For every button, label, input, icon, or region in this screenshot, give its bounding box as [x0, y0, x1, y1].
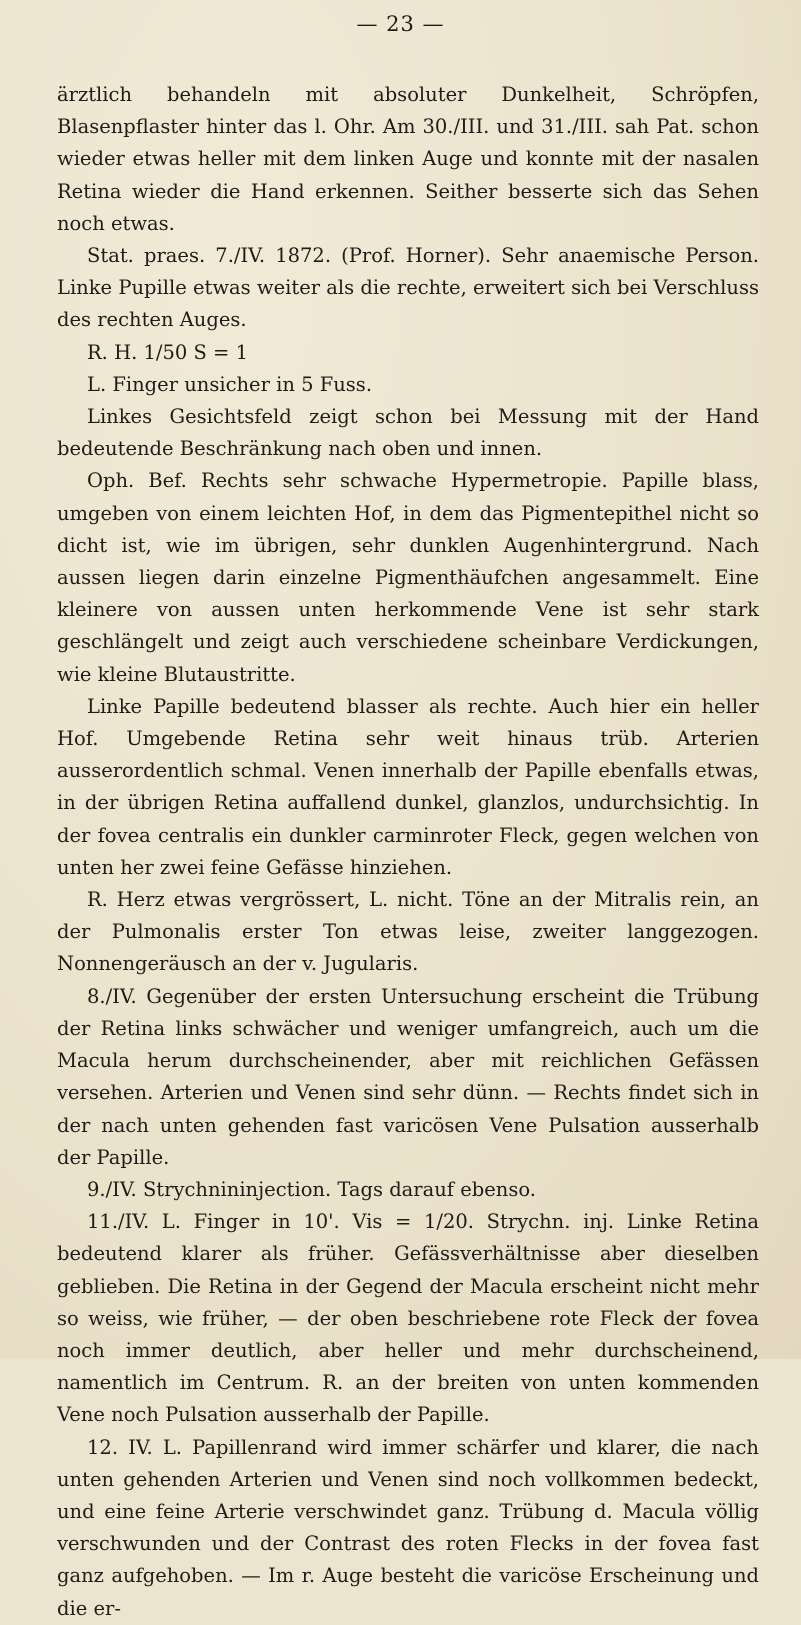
paragraph-left-papilla: Linke Papille bedeutend blasser als rechte. Auch hier ein heller Hof. Umgebende Retina sehr weit hinaus trüb. Arterien ausserordentlich schmal. Venen innerhalb der Papille ebenfalls etwas, in der übrigen Retina auffallend dunkel, glanzlos, undurchsichtig. In der fovea centralis ein dunkler carminroter Fleck, gegen welchen von unten her zwei feine Gefässe hinziehen.: [57, 694, 759, 879]
paragraph-8-iv: 8./IV. Gegenüber der ersten Untersuchung erscheint die Trübung der Retina links schwächer und weniger umfangreich, auch um die Macula herum durchscheinender, aber mit reichlichen Gefässen versehen. Arterien und Venen sind sehr dünn. — Rechts findet sich in der nach unten gehenden fast varicösen Vene Pulsation ausserhalb der Papille.: [57, 984, 759, 1169]
paragraph-11-iv: 11./IV. L. Finger in 10'. Vis = 1/20. Strychn. inj. Linke Retina bedeutend klarer als früher. Gefässverhältnisse aber dieselben geblieben. Die Retina in der Gegend der Macula erscheint nicht mehr so weiss, wie früher, — der oben beschriebene rote Fleck der fovea noch immer deutlich, aber heller und mehr durchscheinend, namentlich im Centrum. R. an der breiten von unten kommenden Vene noch Pulsation ausserhalb der Papille.: [57, 1210, 759, 1427]
paragraph-heart: R. Herz etwas vergrössert, L. nicht. Töne an der Mitralis rein, an der Pulmonalis erster Ton etwas leise, zweiter langgezogen. Nonnengeräusch an der v. Jugularis.: [57, 888, 759, 976]
paragraph-12-iv: 12. IV. L. Papillenrand wird immer schärfer und klarer, die nach unten gehenden Arterien und Venen sind noch vollkommen bedeckt, und eine feine Arterie verschwindet ganz. Trübung d. Macula völlig verschwunden und der Contrast des roten Flecks in der fovea fast ganz aufgehoben. — Im r. Auge besteht die varicöse Erscheinung und die er-: [57, 1435, 759, 1620]
body-text: [57, 79, 759, 1625]
paragraph-left-eye-acuity: L. Finger unsicher in 5 Fuss.: [87, 372, 373, 396]
paragraph-1: ärztlich behandeln mit absoluter Dunkelheit, Schröpfen, Blasenpflaster hinter das l. Ohr. Am 30./III. und 31./III. sah Pat. schon wieder etwas heller mit dem linken Auge und konnte mit der nasalen Retina wieder die Hand erkennen. Seither besserte sich das Sehen noch etwas.: [57, 83, 759, 235]
paragraph-ophthalmoscopic-findings: Oph. Bef. Rechts sehr schwache Hypermetropie. Papille blass, umgeben von einem leichten Hof, in dem das Pigmentepithel nicht so dicht ist, wie im übrigen, sehr dunklen Augenhintergrund. Nach aussen liegen darin einzelne Pigmenthäufchen angesammelt. Eine kleinere von aussen unten herkommende Vene ist sehr stark geschlängelt und zeigt auch verschiedene scheinbare Verdickungen, wie kleine Blutaustritte.: [57, 469, 759, 686]
paragraph-right-eye-acuity: R. H. 1/50 S = 1: [87, 340, 248, 364]
paragraph-status: Stat. praes. 7./IV. 1872. (Prof. Horner). Sehr anaemische Person. Linke Pupille etwas weiter als die rechte, erweitert sich bei Verschluss des rechten Auges.: [57, 244, 759, 332]
page-number: — 23 —: [356, 12, 445, 36]
paragraph-visual-field: Linkes Gesichtsfeld zeigt schon bei Messung mit der Hand bedeutende Beschränkung nach oben und innen.: [57, 405, 759, 461]
paragraph-9-iv: 9./IV. Strychnininjection. Tags darauf ebenso.: [87, 1177, 536, 1201]
